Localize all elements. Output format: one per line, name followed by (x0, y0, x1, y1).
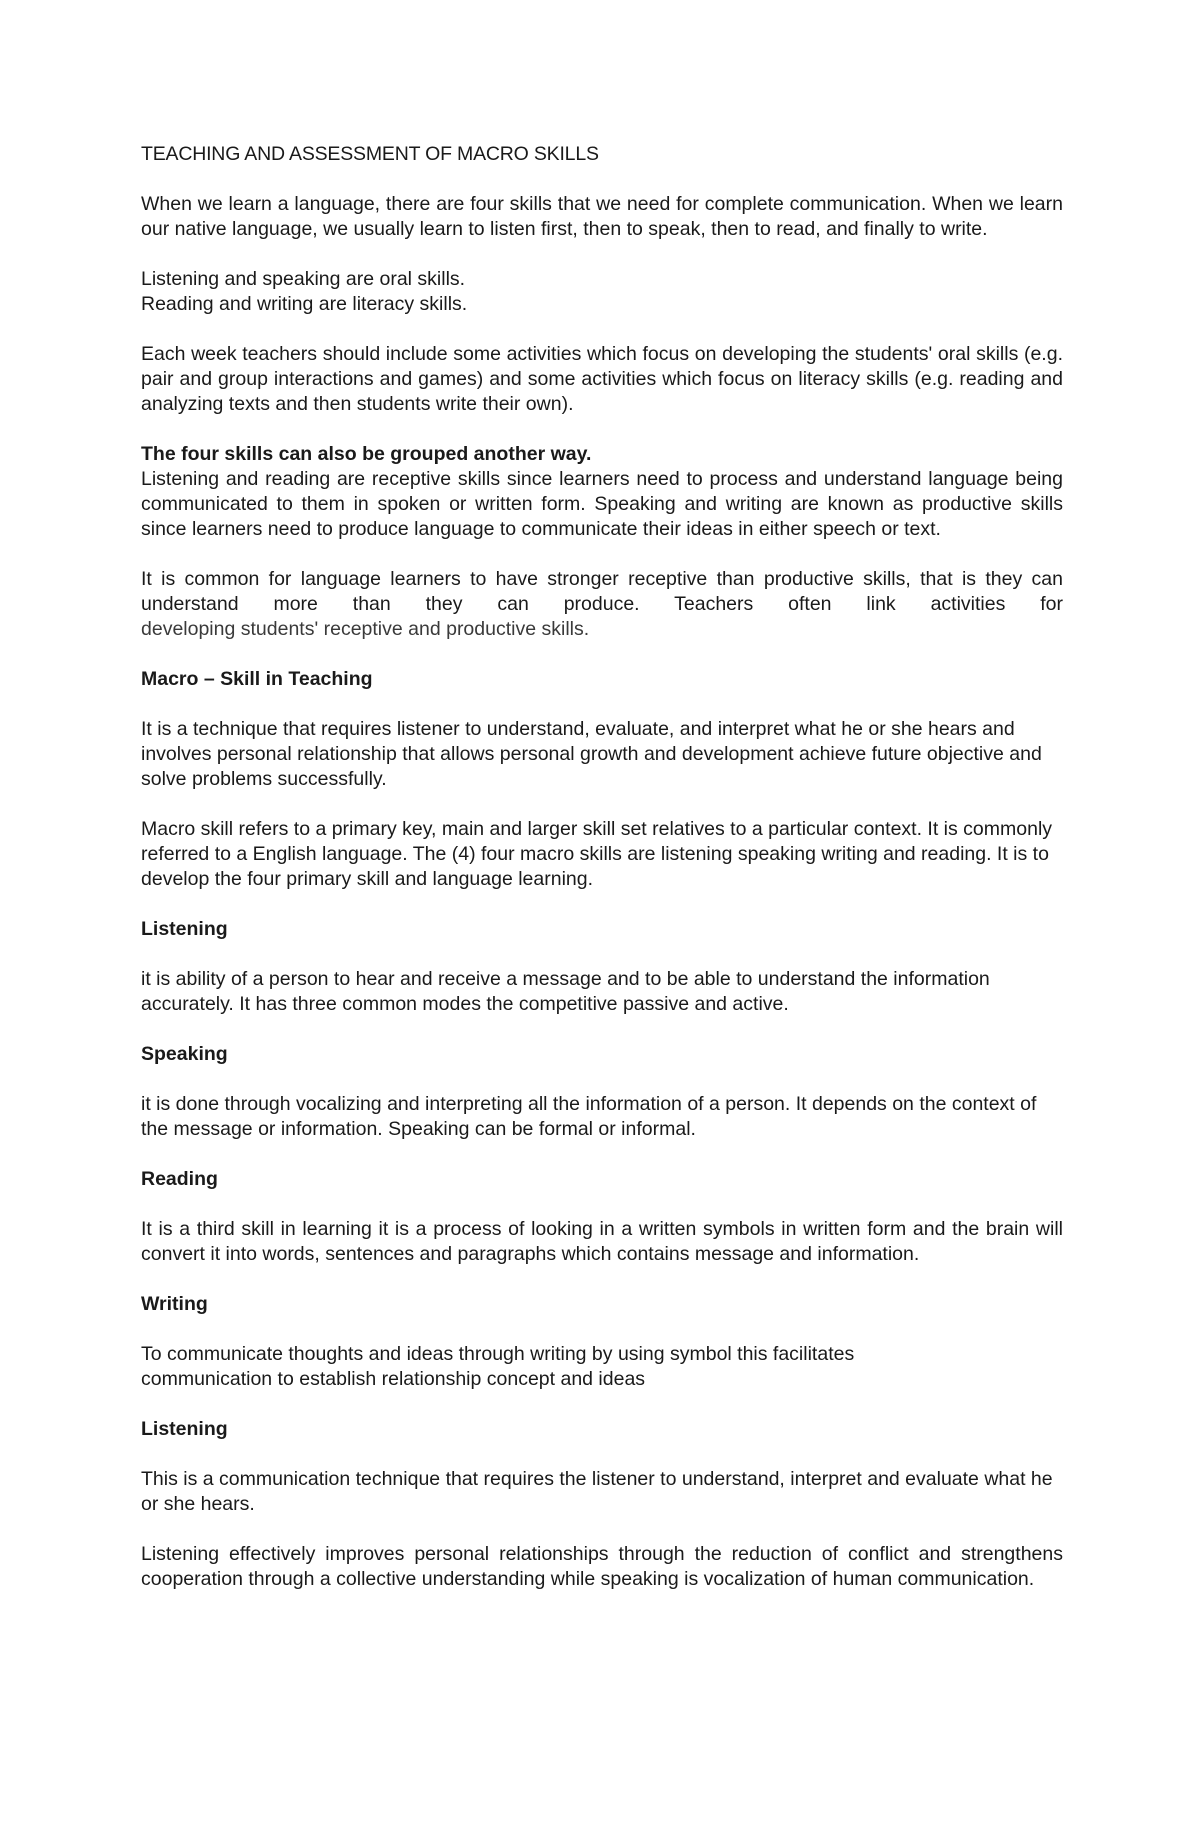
document-body (141, 142, 1063, 1592)
listening-paragraph-2: This is a communication technique that requires the listener to understand, interpret and evaluate what he or she hears. (141, 1468, 1053, 1515)
writing-paragraph: To communicate thoughts and ideas through writing by using symbol this facilitates communication to establish relationship concept and ideas (141, 1343, 855, 1390)
listening-heading-2: Listening (141, 1418, 228, 1440)
macro-paragraph-1: It is a technique that requires listener to understand, evaluate, and interpret what he or she hears and involves personal relationship that allows personal growth and development achieve future objective and solve problems successfully. (141, 718, 1042, 790)
common-paragraph (141, 567, 1063, 642)
speaking-paragraph: it is done through vocalizing and interpreting all the information of a person. It depends on the context of the message or information. Speaking can be formal or informal. (141, 1093, 1037, 1140)
intro-paragraph: When we learn a language, there are four skills that we need for complete communication. When we learn our native language, we usually learn to listen first, then to speak, then to read, and finally to write. (141, 193, 1063, 240)
common-paragraph-part2: developing students' receptive and productive skills. (141, 618, 590, 640)
listening-paragraph-3: Listening effectively improves personal relationships through the reduction of conflict and strengthens cooperation through a collective understanding while speaking is vocalization of human communication. (141, 1543, 1063, 1590)
skills-lines (141, 267, 1063, 317)
listening-heading: Listening (141, 918, 228, 940)
document-title: TEACHING AND ASSESSMENT OF MACRO SKILLS (141, 143, 599, 165)
grouped-section (141, 442, 1063, 542)
reading-heading: Reading (141, 1168, 218, 1190)
literacy-skills-line: Reading and writing are literacy skills. (141, 293, 468, 315)
writing-heading: Writing (141, 1293, 208, 1315)
reading-paragraph: It is a third skill in learning it is a process of looking in a written symbols in written form and the brain will convert it into words, sentences and paragraphs which contains message and information. (141, 1218, 1063, 1265)
speaking-heading: Speaking (141, 1043, 228, 1065)
grouped-heading: The four skills can also be grouped another way. (141, 443, 592, 465)
common-paragraph-part1: It is common for language learners to have stronger receptive than productive skills, that is they can understand more than they can produce. Teachers often link activities for (141, 568, 1063, 615)
listening-paragraph: it is ability of a person to hear and receive a message and to be able to understand the information accurately. It has three common modes the competitive passive and active. (141, 968, 990, 1015)
grouped-paragraph: Listening and reading are receptive skills since learners need to process and understand language being communicated to them in spoken or written form. Speaking and writing are known as productive skills since learners need to produce language to communicate their ideas in either speech or text. (141, 468, 1063, 540)
weekly-activities-paragraph: Each week teachers should include some activities which focus on developing the students' oral skills (e.g. pair and group interactions and games) and some activities which focus on literacy skills (e.g. reading and analyzing texts and then students write their own). (141, 343, 1063, 415)
oral-skills-line: Listening and speaking are oral skills. (141, 268, 466, 290)
macro-skill-heading: Macro – Skill in Teaching (141, 668, 373, 690)
macro-paragraph-2: Macro skill refers to a primary key, main and larger skill set relatives to a particular context. It is commonly referred to a English language. The (4) four macro skills are listening speaking writing and reading. It is to develop the four primary skill and language learning. (141, 818, 1053, 890)
